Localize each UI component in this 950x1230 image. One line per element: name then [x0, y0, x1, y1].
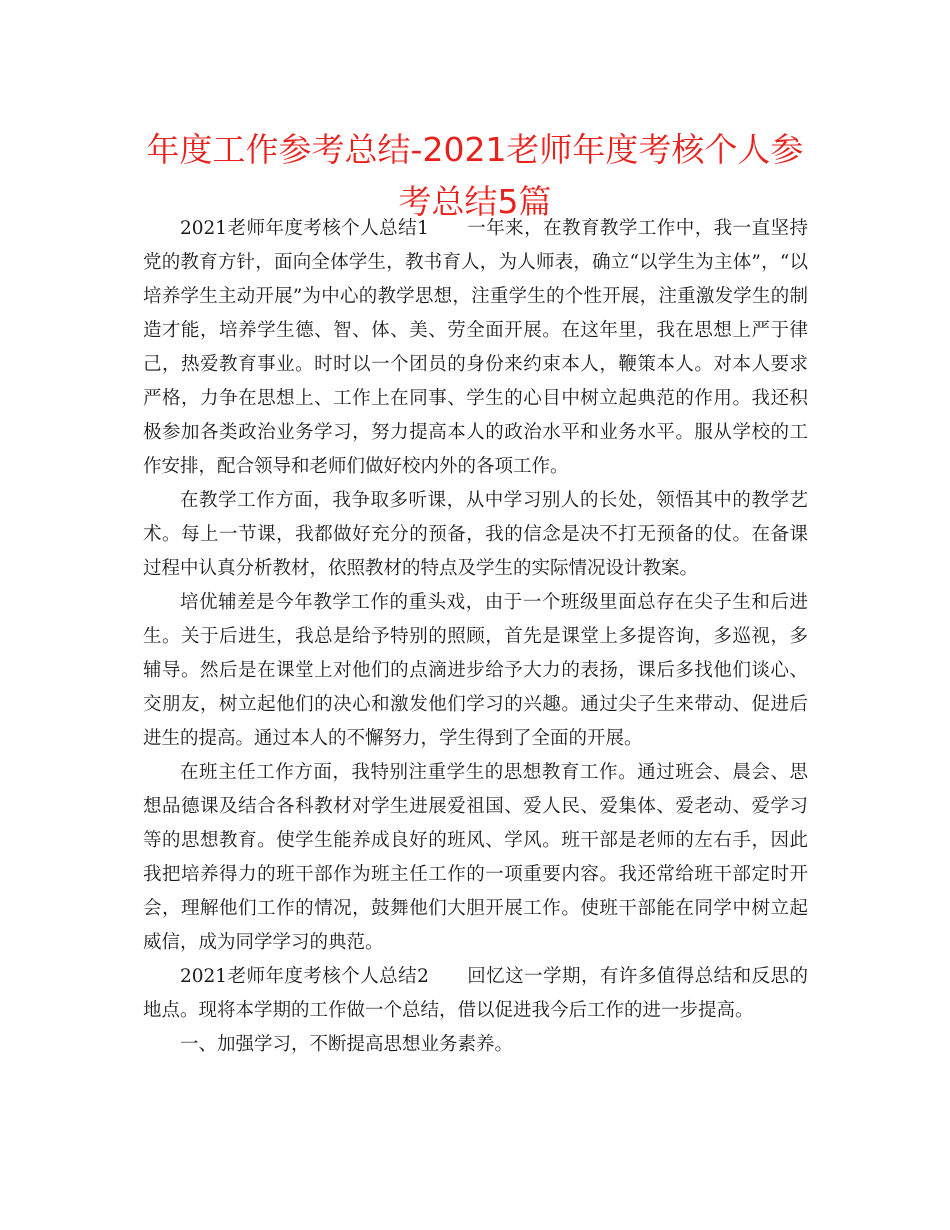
- document-body: [143, 212, 808, 1062]
- paragraph-student-support: 培优辅差是今年教学工作的重头戏，由于一个班级里面总存在尖子生和后进生。关于后进生，我总是给予特别的照顾，首先是课堂上多提咨询，多巡视，多辅导。然后是在课堂上对他们的点滴进步给予大力的表扬，课后多找他们谈心、交朋友，树立起他们的决心和激发他们学习的兴趣。通过尖子生来带动、促进后进生的提高。通过本人的不懈努力，学生得到了全面的开展。: [143, 592, 808, 749]
- paragraph-summary-1-intro: 2021老师年度考核个人总结1 一年来，在教育教学工作中，我一直坚持党的教育方针，面向全体学生，教书育人，为人师表，确立“以学生为主体”，“以培养学生主动开展”为中心的教学思想，注重学生的个性开展，注重激发学生的制造才能，培养学生德、智、体、美、劳全面开展。在这年里，我在思想上严于律己，热爱教育事业。时时以一个团员的身份来约束本人，鞭策本人。对本人要求严格，力争在思想上、工作上在同事、学生的心目中树立起典范的作用。我还积极参加各类政治业务学习，努力提高本人的政治水平和业务水平。服从学校的工作安排，配合领导和老师们做好校内外的各项工作。: [143, 218, 808, 477]
- paragraph-summary-2-intro: 2021老师年度考核个人总结2 回忆这一学期，有许多值得总结和反思的地点。现将本学期的工作做一个总结，借以促进我今后工作的进一步提高。: [143, 966, 808, 1021]
- document-title: 年度工作参考总结-2021老师年度考核个人参考总结5篇: [146, 130, 804, 221]
- paragraph-teaching-work: 在教学工作方面，我争取多听课，从中学习别人的长处，领悟其中的教学艺术。每上一节课，我都做好充分的预备，我的信念是决不打无预备的仗。在备课过程中认真分析教材，依照教材的特点及学生的实际情况设计教案。: [143, 490, 808, 579]
- paragraph-section-heading-1: 一、加强学习，不断提高思想业务素养。: [180, 1034, 514, 1055]
- paragraph-class-teacher-work: 在班主任工作方面，我特别注重学生的思想教育工作。通过班会、晨会、思想品德课及结合各科教材对学生进展爱祖国、爱人民、爱集体、爱老动、爱学习等的思想教育。使学生能养成良好的班风、学风。班干部是老师的左右手，因此我把培养得力的班干部作为班主任工作的一项重要内容。我还常给班干部定时开会，理解他们工作的情况，鼓舞他们大胆开展工作。使班干部能在同学中树立起威信，成为同学学习的典范。: [143, 762, 808, 953]
